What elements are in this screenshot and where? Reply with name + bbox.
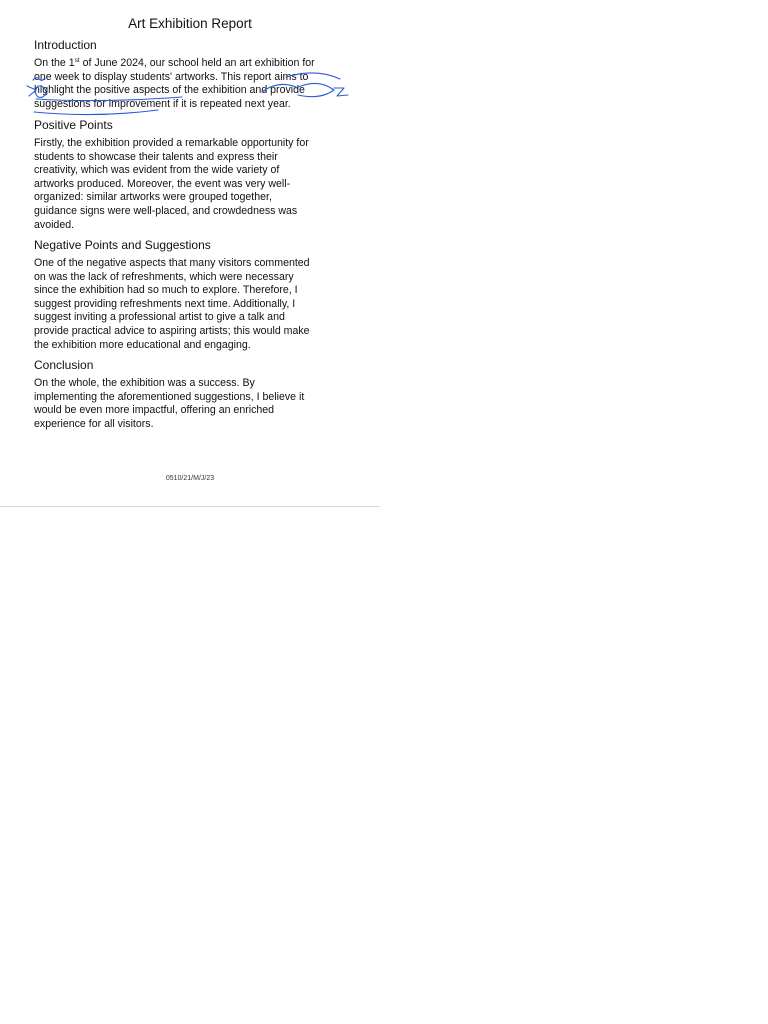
positive-line: organized: similar artworks were grouped together, [34, 191, 272, 204]
negative-line: on was the lack of refreshments, which were necessary [34, 270, 294, 283]
negative-line: provide practical advice to aspiring artists; this would make [34, 324, 310, 337]
heading-negative-points: Negative Points and Suggestions [34, 238, 211, 252]
intro-line-3: highlight the positive aspects of the exhibition and provide [34, 84, 305, 97]
conclusion-line: On the whole, the exhibition was a success. By [34, 377, 255, 389]
positive-line: creativity, which was evident from the wide variety of [34, 164, 280, 177]
negative-line: suggest providing refreshments next time. Additionally, I [34, 297, 296, 310]
heading-positive-points: Positive Points [34, 118, 113, 132]
positive-line: Firstly, the exhibition provided a remarkable opportunity for [34, 137, 309, 149]
negative-line: since the exhibition had so much to explore. Therefore, I [34, 284, 298, 297]
negative-line: the exhibition more educational and engaging. [34, 338, 251, 351]
paragraph-introduction [34, 57, 315, 111]
paragraph-positive-points [34, 137, 309, 232]
conclusion-line: would be even more impactful, offering an enriched [34, 404, 275, 417]
negative-line: One of the negative aspects that many visitors commented [34, 257, 310, 269]
intro-line-1: On the 1st of June 2024, our school held an art exhibition for [34, 57, 315, 69]
paragraph-conclusion [34, 377, 304, 431]
pen-mark-caret-right [334, 88, 348, 96]
conclusion-line: experience for all visitors. [34, 417, 154, 430]
positive-line: guidance signs were well-placed, and crowdedness was [34, 204, 298, 217]
paragraph-negative-points [34, 257, 310, 352]
negative-line: suggest inviting a professional artist to give a talk and [34, 311, 285, 324]
intro-line-4: suggestions for improvement if it is repeated next year. [34, 97, 291, 110]
heading-introduction: Introduction [34, 38, 97, 52]
heading-conclusion: Conclusion [34, 358, 94, 372]
positive-line: avoided. [34, 218, 75, 231]
document-title: Art Exhibition Report [128, 16, 252, 31]
intro-line-2: one week to display students' artworks. This report aims to [34, 70, 309, 83]
document-page [0, 0, 380, 507]
positive-line: artworks produced. Moreover, the event was very well- [34, 177, 291, 190]
conclusion-line: implementing the aforementioned suggestions, I believe it [34, 390, 305, 403]
positive-line: students to showcase their talents and express their [34, 150, 278, 163]
footer-code: 0510/21/M/J/23 [165, 475, 215, 482]
